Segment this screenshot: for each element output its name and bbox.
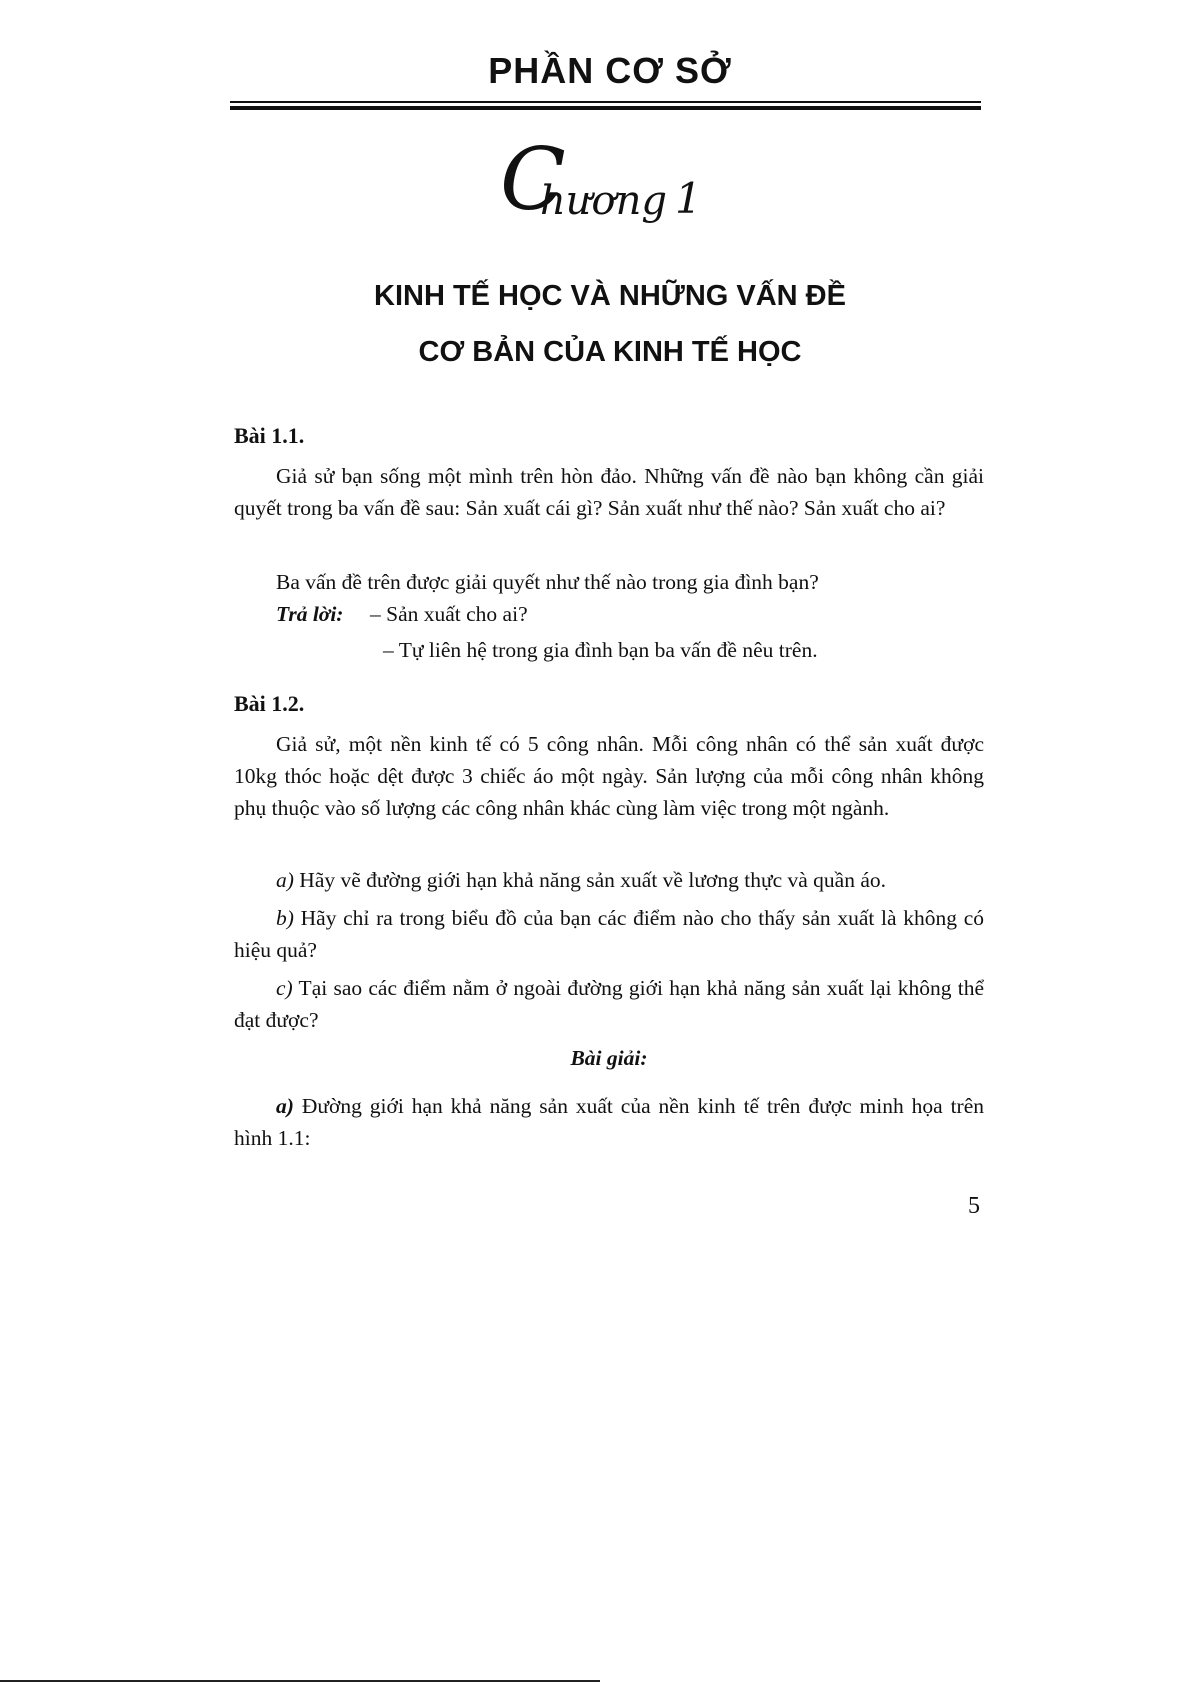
item-a-label: a)	[276, 868, 294, 892]
exercise-1-paragraph-1: Giả sử bạn sống một mình trên hòn đảo. Những vấn đề nào bạn không cần giải quyết trong ba vấn đề sau: Sản xuất cái gì? Sản xuất như thế nào? Sản xuất cho ai?	[234, 464, 984, 520]
chapter-script-capital: C	[500, 130, 566, 230]
chapter-script-word: hương	[540, 178, 667, 224]
header-rule-thin	[230, 101, 981, 103]
item-c-label: c)	[276, 976, 293, 1000]
item-b-text: Hãy chỉ ra trong biểu đồ của bạn các điểm nào cho thấy sản xuất là không có hiệu quả?	[234, 906, 984, 962]
chapter-title-line-2: CƠ BẢN CỦA KINH TẾ HỌC	[418, 336, 802, 368]
chapter-title	[230, 268, 990, 380]
header-rule-thick	[230, 106, 981, 110]
exercise-2-item-a	[234, 864, 984, 896]
item-c-text: Tại sao các điểm nằm ở ngoài đường giới hạn khả năng sản xuất lại không thể đạt được?	[234, 976, 984, 1032]
solution-a	[234, 1090, 984, 1154]
item-b-label: b)	[276, 906, 294, 930]
bottom-edge-line	[0, 1680, 600, 1682]
answer-label: Trả lời:	[276, 602, 344, 626]
page-number: 5	[968, 1193, 980, 1219]
chapter-script-label	[500, 130, 740, 240]
answer-line-2: – Tự liên hệ trong gia đình bạn ba vấn đề nêu trên.	[383, 638, 818, 662]
answer-line-1: – Sản xuất cho ai?	[370, 602, 528, 626]
item-a-text: Hãy vẽ đường giới hạn khả năng sản xuất về lương thực và quần áo.	[293, 868, 887, 892]
exercise-2-paragraph-1: Giả sử, một nền kinh tế có 5 công nhân. Mỗi công nhân có thể sản xuất được 10kg thóc hoặc dệt được 3 chiếc áo một ngày. Sản lượng của mỗi công nhân không phụ thuộc vào số lượng các công nhân khác cùng làm việc trong một ngành.	[234, 732, 984, 820]
chapter-number: 1	[675, 174, 702, 223]
exercise-1-heading: Bài 1.1.	[234, 423, 305, 448]
solution-a-label: a)	[276, 1094, 294, 1118]
exercise-2-heading: Bài 1.2.	[234, 691, 305, 716]
exercise-2-item-c	[234, 972, 984, 1036]
exercise-1-paragraph-2: Ba vấn đề trên được giải quyết như thế nào trong gia đình bạn?	[276, 570, 819, 594]
exercise-2-item-b	[234, 902, 984, 966]
part-title: PHẦN CƠ SỞ	[488, 50, 732, 91]
chapter-title-line-1: KINH TẾ HỌC VÀ NHỮNG VẤN ĐỀ	[374, 280, 846, 312]
solution-a-text: Đường giới hạn khả năng sản xuất của nền kinh tế trên được minh họa trên hình 1.1:	[234, 1094, 984, 1150]
solution-heading: Bài giải:	[570, 1046, 648, 1070]
